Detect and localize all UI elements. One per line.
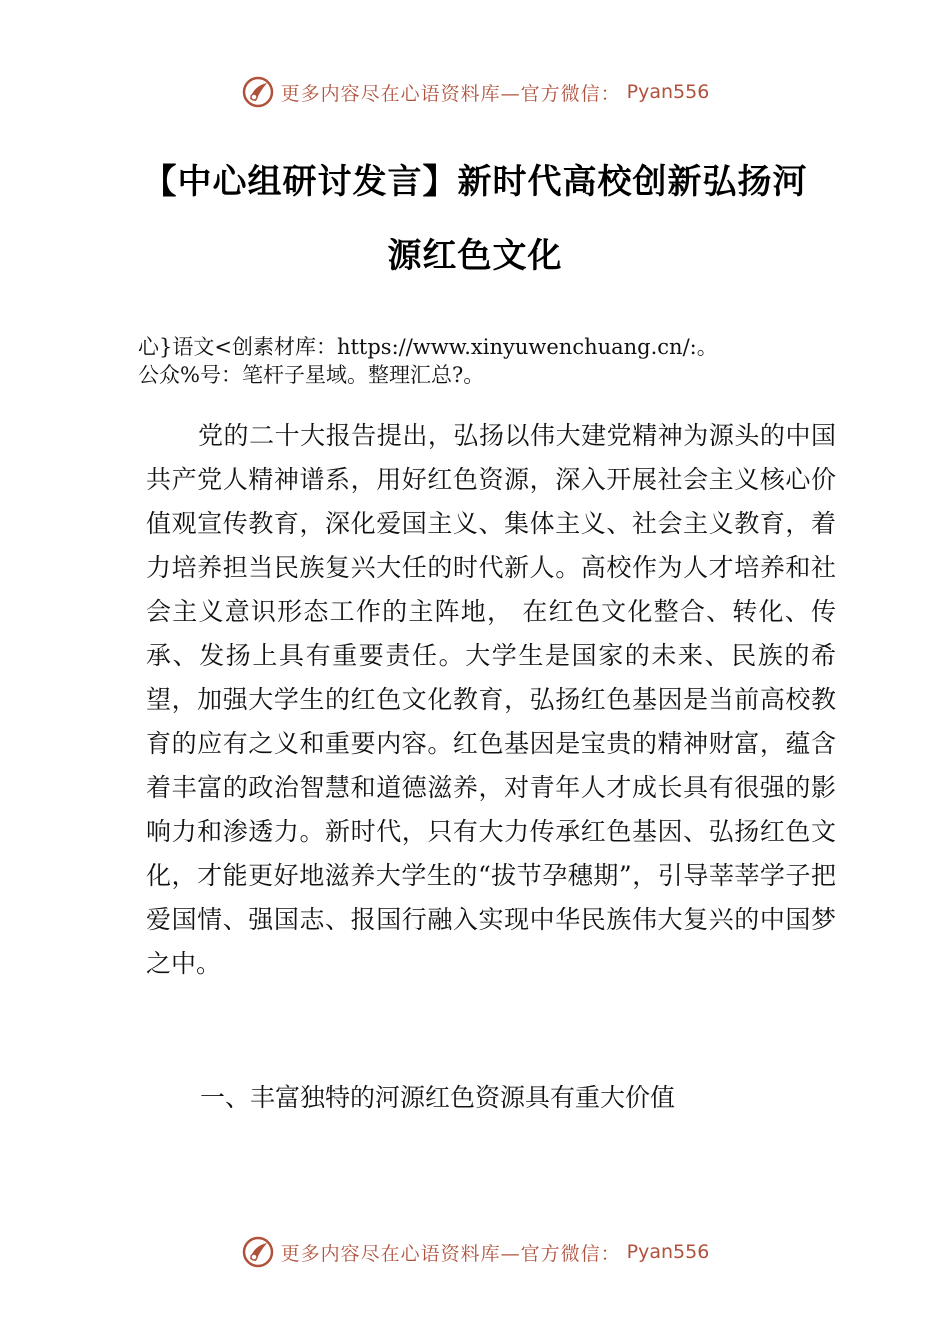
watermark-text: 更多内容尽在心语资料库—官方微信： xyxy=(280,82,621,105)
section-heading: 一、丰富独特的河源红色资源具有重大价值 xyxy=(200,1083,676,1112)
document-title-line-1: 【中心组研讨发言】新时代高校创新弘扬河 xyxy=(142,162,808,202)
source-note-line-2: 公众%号：笔杆子星域。整理汇总?。 xyxy=(138,363,485,387)
body-paragraph: 党的二十大报告提出，弘扬以伟大建党精神为源头的中国共产党人精神谱系，用好红色资源，深入开展社会主义核心价值观宣传教育，深化爱国主义、集体主义、社会主义教育，着力培养担当民族复兴大任的时代新人。高校作为人才培养和社会主义意识形态工作的主阵地， 在红色文化整合、转化、传承、发扬上具有重要责任。大学生是国家的未来、民族的希望，加强大学生的红色文化教育，弘扬红色基因是当前高校教育的应有之义和重要内容。红色基因是宝贵的精神财富，蕴含着丰富的政治智慧和道德滋养，对青年人才成长具有很强的影响力和渗透力。新时代，只有大力传承红色基因、弘扬红色文化，才能更好地滋养大学生的“拔节孕穗期”，引导莘莘学子把爱国情、强国志、报国行融入实现中华民族伟大复兴的中国梦之中。 xyxy=(146,421,836,978)
watermark-text: 更多内容尽在心语资料库—官方微信： xyxy=(280,1242,621,1265)
source-note-line-1: 心}语文<创素材库：https://www.xinyuwenchuang.cn/:。 xyxy=(138,335,718,359)
header-watermark xyxy=(0,72,950,112)
brand-logo-icon xyxy=(241,1235,275,1269)
watermark-wechat-id: Pyan556 xyxy=(626,81,710,103)
document-title-line-2: 源红色文化 xyxy=(387,236,563,276)
brand-logo-icon xyxy=(241,75,275,109)
watermark-wechat-id: Pyan556 xyxy=(626,1241,710,1263)
footer-watermark xyxy=(0,1232,950,1272)
